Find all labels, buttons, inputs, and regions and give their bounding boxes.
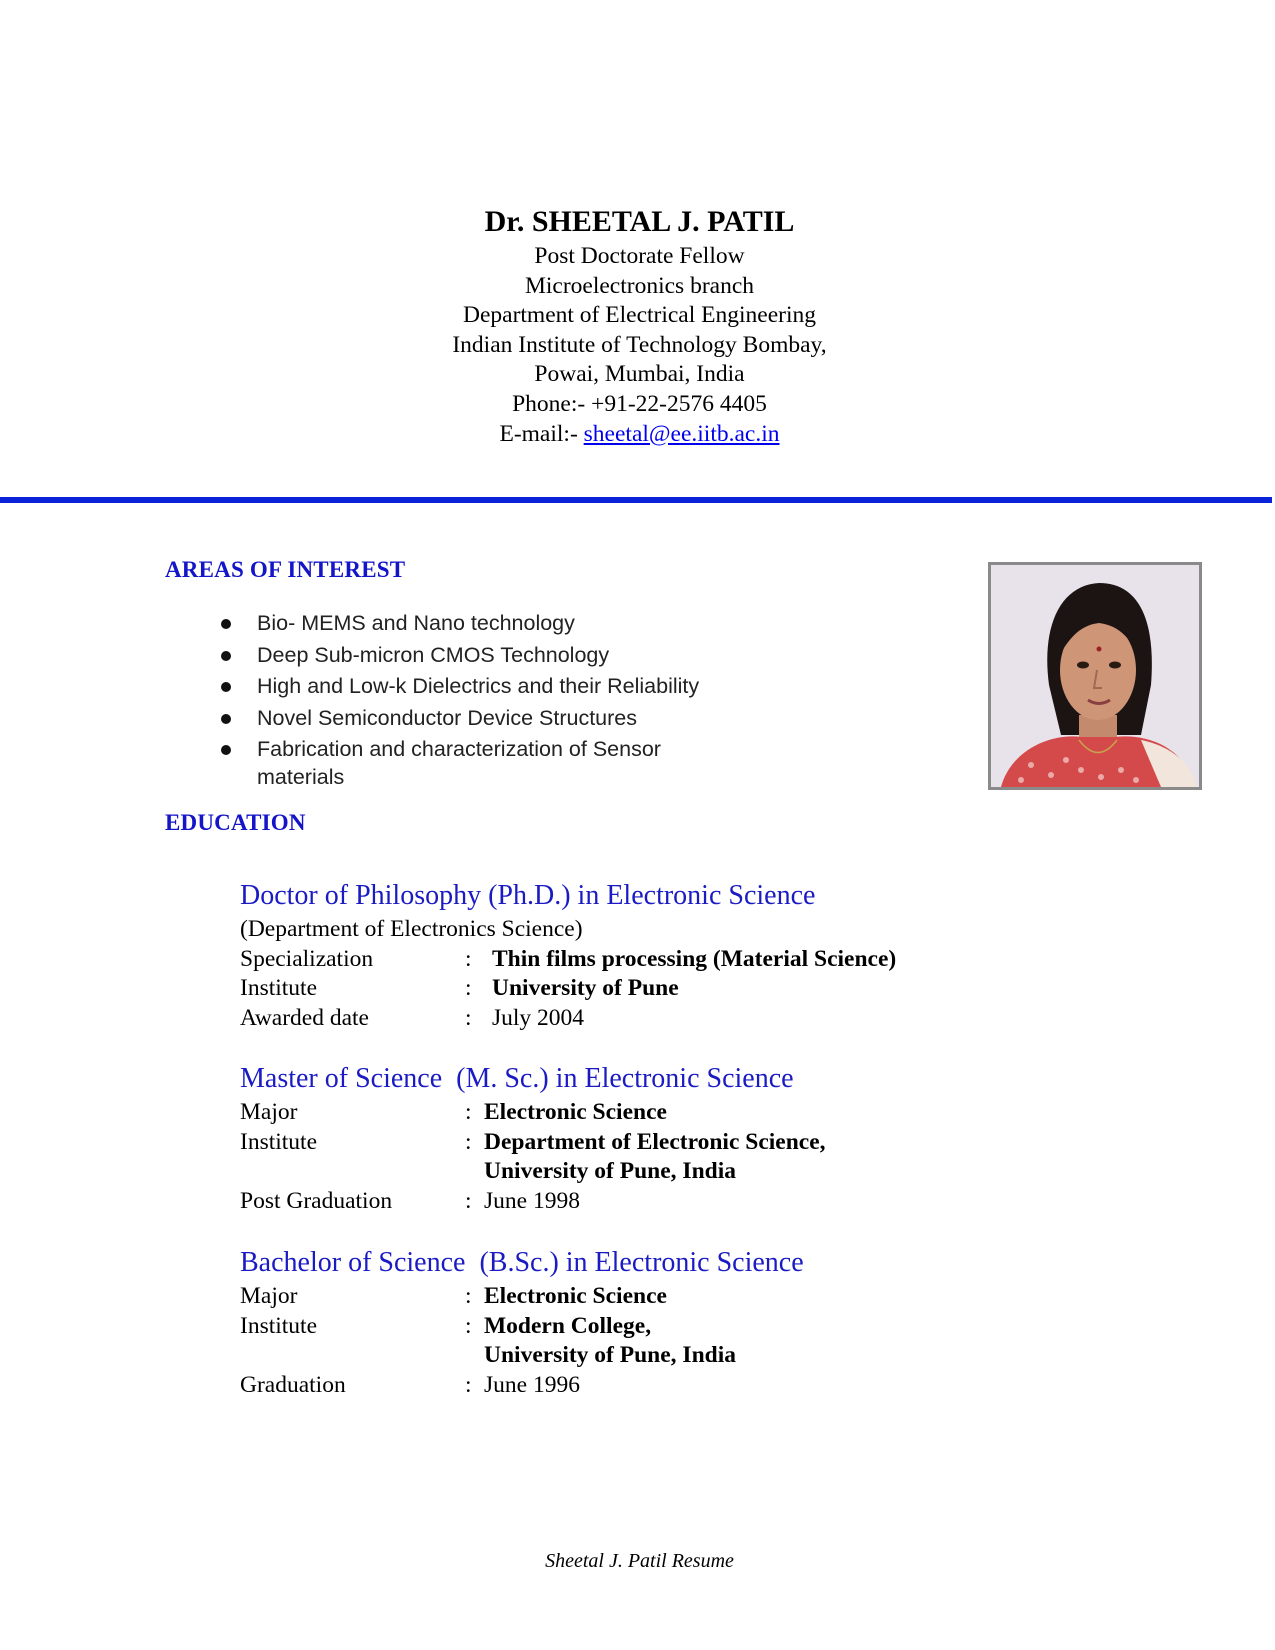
degree-title: Doctor of Philosophy (Ph.D.) in Electronic Science: [240, 880, 816, 911]
email-link[interactable]: sheetal@ee.iitb.ac.in: [583, 420, 780, 447]
table-row: Awarded date : July 2004: [240, 1004, 585, 1031]
list-item: Bio- MEMS and Nano technology: [215, 609, 795, 637]
table-row: Specialization : Thin films processing (Material Science): [240, 945, 897, 972]
degree-title: Bachelor of Science (B.Sc.) in Electronic Science: [240, 1247, 804, 1278]
location-line: Powai, Mumbai, India: [534, 361, 745, 388]
branch-line: Microelectronics branch: [524, 272, 755, 299]
table-row: University of Pune, India: [484, 1158, 736, 1185]
list-item: High and Low-k Dielectrics and their Reliability: [215, 672, 795, 700]
department-line: Department of Electrical Engineering: [463, 302, 816, 329]
bullet-icon: [221, 682, 231, 692]
areas-of-interest-heading: AREAS OF INTEREST: [165, 557, 406, 582]
list-item: Fabrication and characterization of Sensor materials: [215, 735, 727, 791]
portrait-icon: [991, 565, 1199, 787]
table-row: Major : Electronic Science: [240, 1099, 667, 1125]
email-line: [4, 420, 1275, 450]
degree-title: Master of Science (M. Sc.) in Electronic Science: [240, 1063, 794, 1094]
header-divider: [0, 497, 1272, 503]
phone-line: Phone:- +91-22-2576 4405: [512, 390, 767, 417]
bullet-icon: [221, 745, 231, 755]
position-line: Post Doctorate Fellow: [534, 243, 745, 269]
table-row: Graduation : June 1996: [240, 1371, 580, 1398]
profile-photo: [988, 562, 1202, 790]
education-heading: EDUCATION: [165, 810, 306, 835]
degree-department: (Department of Electronics Science): [240, 916, 583, 942]
table-row: Post Graduation : June 1998: [240, 1187, 580, 1214]
bullet-icon: [221, 651, 231, 661]
person-name: Dr. SHEETAL J. PATIL: [484, 205, 795, 238]
education-bsc: [240, 1246, 1000, 1400]
list-item: Novel Semiconductor Device Structures: [215, 704, 795, 732]
list-item: Deep Sub-micron CMOS Technology: [215, 641, 795, 669]
email-label: E-mail:-: [499, 420, 584, 447]
institute-line: Indian Institute of Technology Bombay,: [452, 331, 827, 358]
bullet-icon: [221, 714, 231, 724]
resume-header: [0, 205, 1275, 449]
education-msc: [240, 1062, 1000, 1216]
table-row: Institute : University of Pune: [240, 975, 679, 1002]
table-row: University of Pune, India: [484, 1342, 736, 1369]
education-phd: [240, 879, 1000, 1033]
table-row: Major : Electronic Science: [240, 1283, 667, 1309]
page-footer: Sheetal J. Patil Resume: [545, 1550, 734, 1572]
interests-list: [215, 609, 795, 795]
table-row: Institute : Department of Electronic Science,: [240, 1128, 826, 1155]
table-row: Institute : Modern College,: [240, 1312, 652, 1339]
bullet-icon: [221, 619, 231, 629]
